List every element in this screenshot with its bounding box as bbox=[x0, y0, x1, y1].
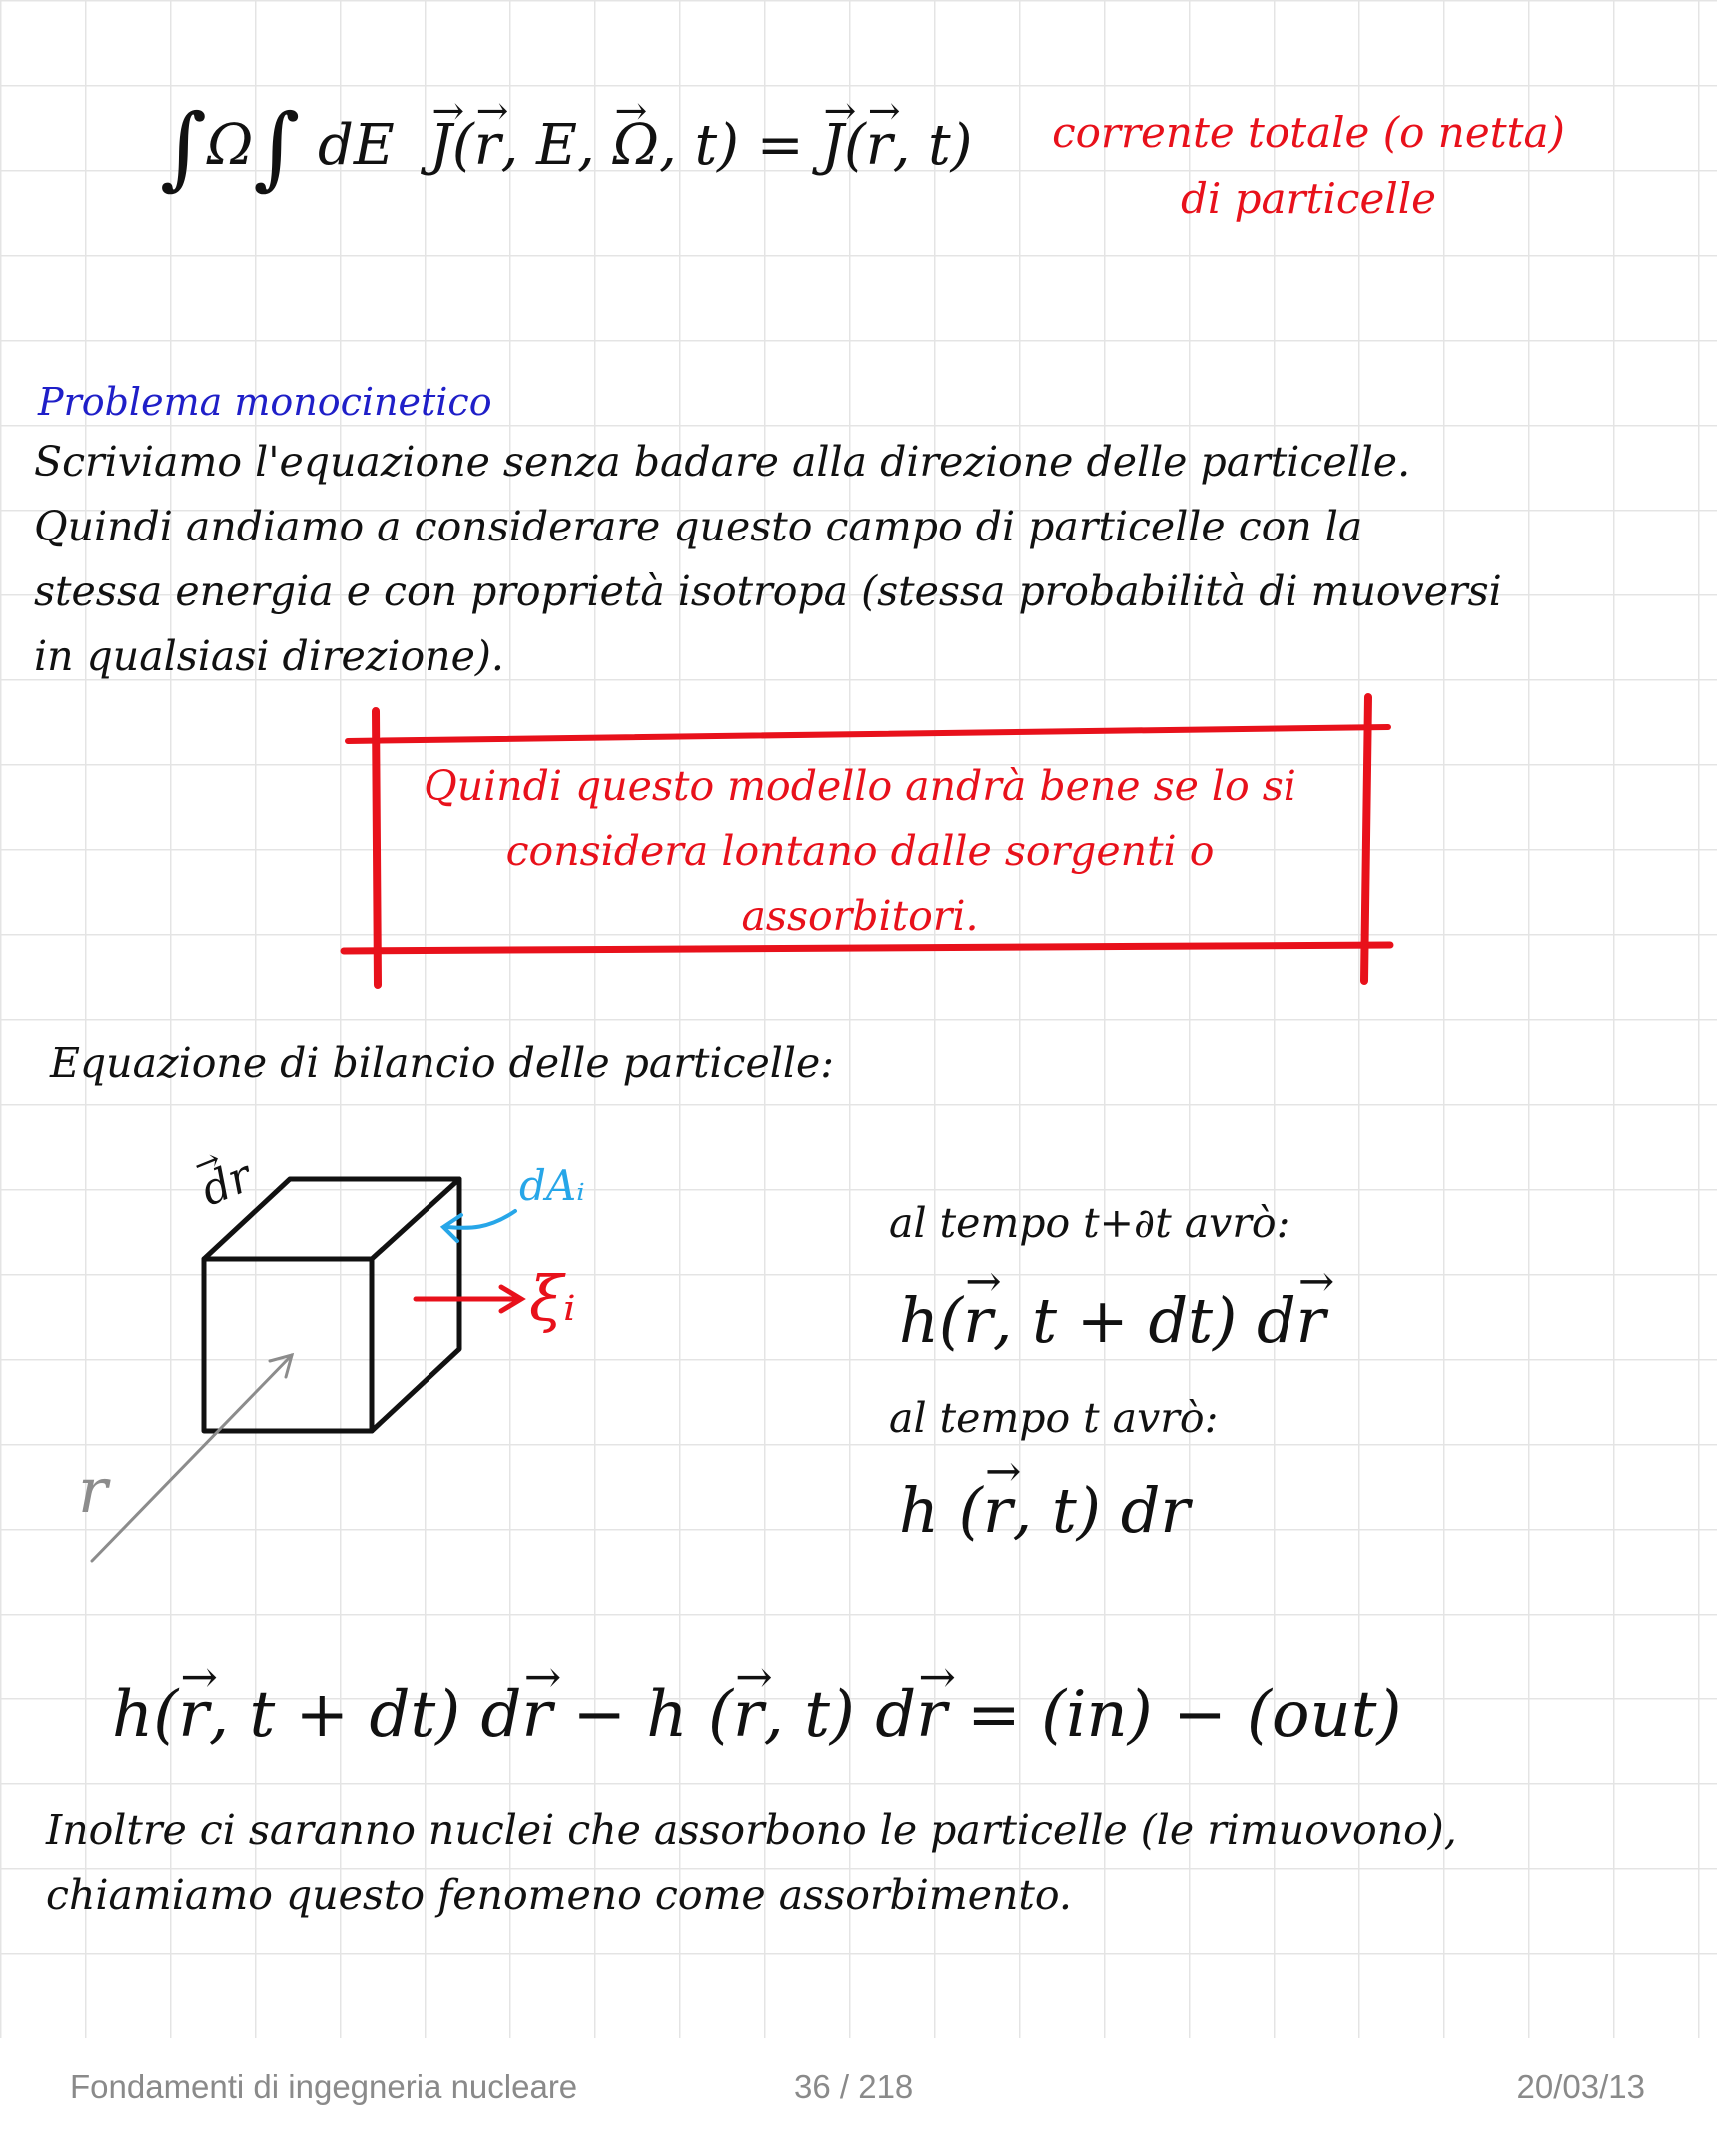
balance-mid2: , t) d bbox=[763, 1678, 917, 1752]
diagram-label-dA: dAᵢ bbox=[519, 1161, 585, 1210]
cube-front-face bbox=[204, 1259, 372, 1431]
balance-dr1: → r bbox=[521, 1678, 552, 1752]
outro-paragraph bbox=[46, 1798, 1664, 1928]
eq-t1-h: h( bbox=[899, 1284, 964, 1357]
direction-vector-omega: → Ω bbox=[613, 113, 659, 178]
integral-sign-2: ∫ bbox=[253, 95, 301, 200]
note-box-line-1: Quindi questo modello andrà bene se lo si bbox=[424, 762, 1296, 810]
balance-title: Equazione di bilancio delle particelle: bbox=[50, 1039, 835, 1087]
intro-line-3: stessa energia e con proprietà isotropa (stessa probabilità di muoversi bbox=[34, 567, 1502, 615]
lhs-args: , E, bbox=[500, 113, 613, 178]
balance-r1: → r bbox=[178, 1678, 209, 1752]
eq-t2-r: → r bbox=[983, 1474, 1013, 1547]
lhs-open-paren: ( bbox=[451, 113, 474, 178]
position-vector-arrow bbox=[92, 1355, 292, 1561]
footer-page-number: 36 / 218 bbox=[794, 2068, 914, 2105]
rhs-position-vector-r: → r bbox=[866, 113, 893, 178]
balance-r2: → r bbox=[733, 1678, 764, 1752]
section-title: Problema monocinetico bbox=[38, 380, 492, 424]
balance-minus: − h ( bbox=[552, 1678, 733, 1752]
eq-t2-mid: , t) dr bbox=[1012, 1474, 1191, 1547]
current-integral-formula bbox=[160, 95, 973, 200]
diagram-label-dr: → dr bbox=[194, 1151, 259, 1217]
density-at-t-plus-dt bbox=[899, 1284, 1325, 1357]
diagram-label-xi: ξᵢ bbox=[529, 1262, 576, 1335]
total-current-note-line-2: di particelle bbox=[1180, 174, 1437, 223]
current-vector-J: → J bbox=[429, 113, 451, 178]
intro-line-4: in qualsiasi direzione). bbox=[34, 632, 504, 680]
intro-paragraph bbox=[34, 430, 1672, 689]
outro-line-1: Inoltre ci saranno nuclei che assorbono le particelle (le rimuovono), bbox=[46, 1806, 1457, 1854]
rhs-open-paren: ( bbox=[843, 113, 866, 178]
total-current-note bbox=[1039, 100, 1578, 232]
balance-dr2: → r bbox=[916, 1678, 947, 1752]
intro-line-1: Scriviamo l'equazione senza badare alla direzione delle particelle. bbox=[34, 438, 1411, 486]
note-box-right-line bbox=[1364, 697, 1368, 981]
note-box-line-2: considera lontano dalle sorgenti o bbox=[505, 827, 1215, 875]
density-at-t bbox=[899, 1474, 1190, 1547]
volume-element-diagram bbox=[70, 1149, 629, 1589]
eq-t1-dr: → r bbox=[1296, 1284, 1326, 1357]
energy-differential: dE bbox=[318, 113, 395, 178]
solid-angle-symbol: Ω bbox=[206, 113, 254, 178]
note-box-line-3: assorbitori. bbox=[741, 892, 979, 940]
balance-equation bbox=[112, 1678, 1401, 1752]
total-current-note-line-1: corrente totale (o netta) bbox=[1052, 108, 1565, 157]
eq-t2-h: h ( bbox=[899, 1474, 983, 1547]
footer-document-title: Fondamenti di ingegneria nucleare bbox=[70, 2068, 578, 2105]
eq-t1-r: → r bbox=[963, 1284, 993, 1357]
page-footer bbox=[0, 2038, 1717, 2156]
intro-line-2: Quindi andiamo a considerare questo campo di particelle con la bbox=[34, 503, 1363, 550]
position-vector-r: → r bbox=[474, 113, 501, 178]
outro-line-2: chiamiamo questo fenomeno come assorbimento. bbox=[46, 1871, 1072, 1919]
diagram-label-r: r bbox=[78, 1454, 108, 1527]
footer-date: 20/03/13 bbox=[1516, 2068, 1645, 2105]
note-box-text bbox=[378, 754, 1342, 949]
eq-t1-mid: , t + dt) d bbox=[992, 1284, 1296, 1357]
time-label-t: al tempo t avrò: bbox=[889, 1394, 1219, 1442]
total-current-vector-J: → J bbox=[821, 113, 843, 178]
balance-mid1: , t + dt) d bbox=[208, 1678, 522, 1752]
balance-rhs: = (in) − (out) bbox=[946, 1678, 1402, 1752]
integral-sign-1: ∫ bbox=[160, 95, 207, 200]
note-box-top-line bbox=[348, 727, 1388, 741]
time-label-t-plus-dt: al tempo t+∂t avrò: bbox=[889, 1199, 1290, 1247]
balance-h1: h( bbox=[112, 1678, 179, 1752]
lhs-close: , t) = bbox=[659, 113, 822, 178]
rhs-close: , t) bbox=[892, 113, 973, 178]
